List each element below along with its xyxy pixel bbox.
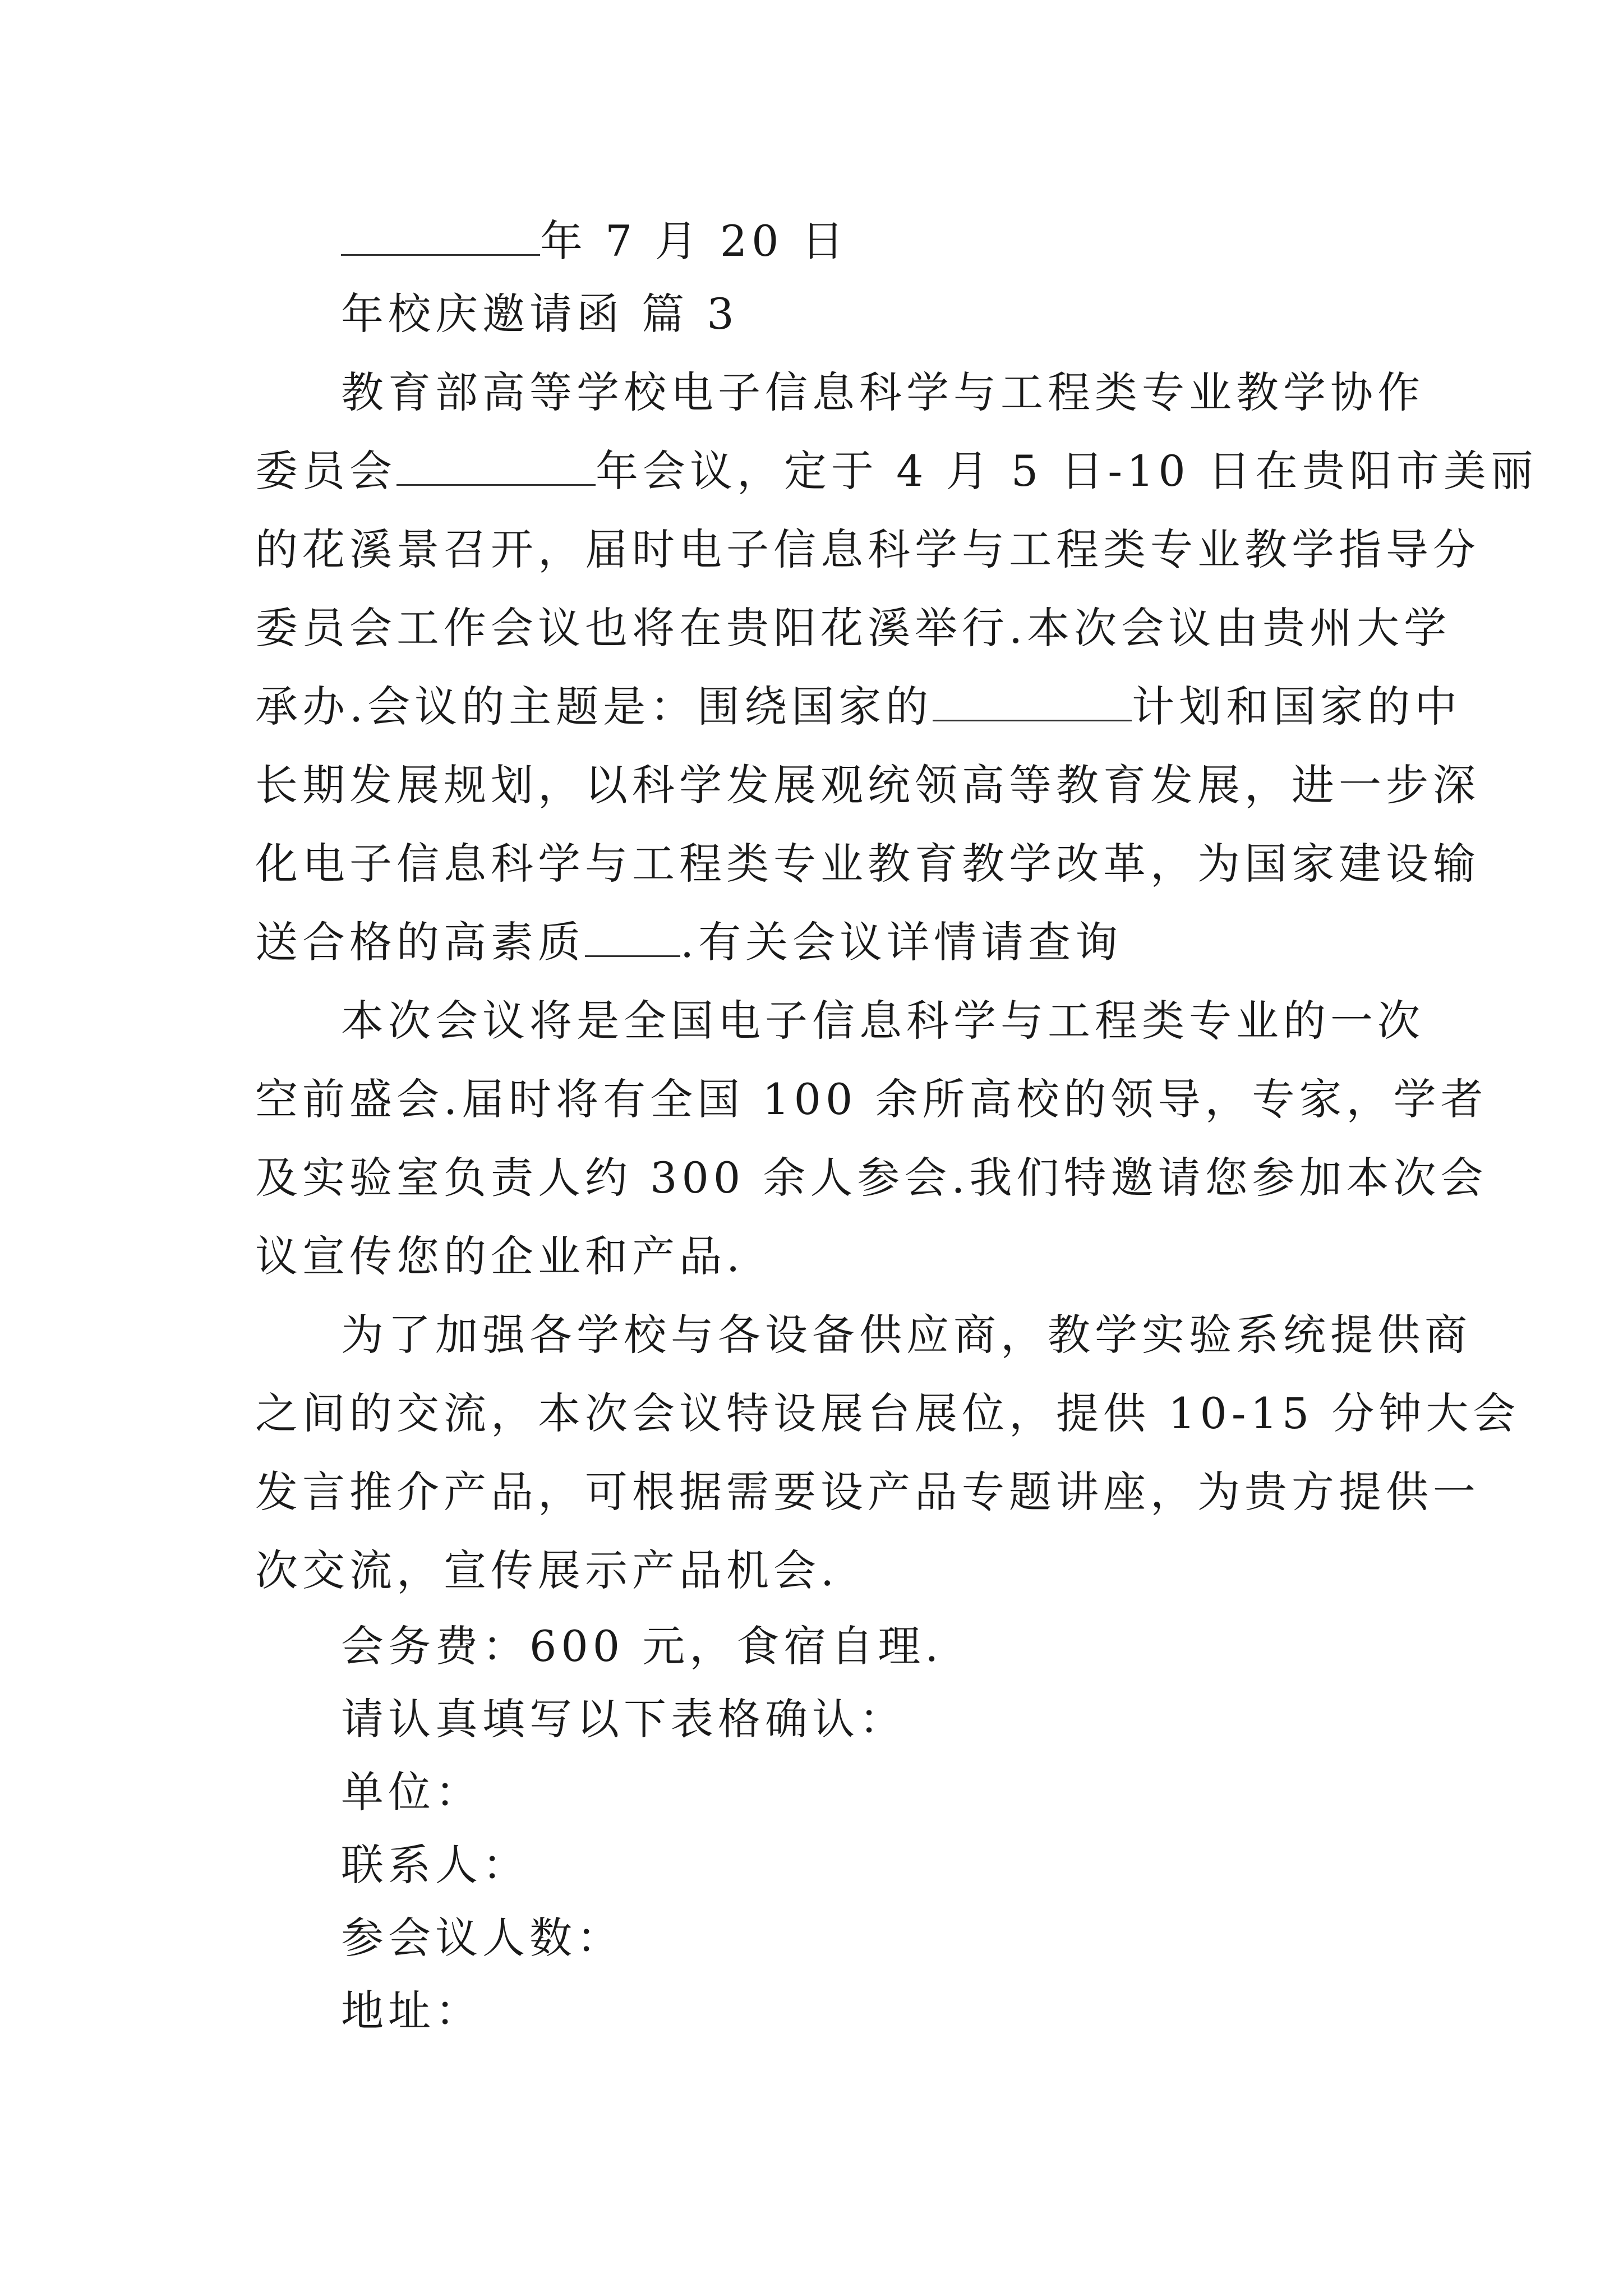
paragraph-3-line-2: 之间的交流，本次会议特设展台展位，提供 10-15 分钟大会 [255, 1388, 1520, 1438]
paragraph-3-line-1: 为了加强各学校与各设备供应商，教学实验系统提供商 [341, 1310, 1472, 1360]
paragraph-2-line-4: 议宣传您的企业和产品. [255, 1231, 745, 1281]
paragraph-1-line-7: 化电子信息科学与工程类专业教育教学改革，为国家建设输 [255, 839, 1480, 889]
paragraph-1-line-8 [255, 914, 1122, 970]
paragraph-3-line-4: 次交流，宣传展示产品机会. [255, 1545, 839, 1595]
form-field-unit-label: 单位： [341, 1767, 482, 1817]
text-span: 送合格的高素质 [255, 917, 585, 967]
date-line [341, 213, 849, 269]
paragraph-1-line-6: 长期发展规划，以科学发展观统领高等教育发展，进一步深 [255, 760, 1480, 810]
paragraph-1-line-2 [255, 443, 1538, 499]
text-span: 委员会 [255, 446, 396, 496]
paragraph-2-line-2: 空前盛会.届时将有全国 100 余所高校的领导，专家，学者 [255, 1074, 1488, 1124]
paragraph-2-line-1: 本次会议将是全国电子信息科学与工程类专业的一次 [341, 996, 1424, 1046]
text-span: .有关会议详情请查询 [680, 917, 1123, 967]
talent-blank [585, 916, 680, 957]
form-field-address-label: 地址： [341, 1986, 482, 2036]
fee-line: 会务费：600 元，食宿自理. [341, 1621, 943, 1671]
section-heading: 年校庆邀请函 篇 3 [341, 289, 739, 339]
meeting-year-blank [396, 445, 596, 486]
date-year-blank [341, 215, 540, 256]
paragraph-1-line-3: 的花溪景召开，届时电子信息科学与工程类专业教学指导分 [255, 524, 1480, 574]
text-span: 计划和国家的中 [1132, 682, 1462, 731]
paragraph-1-line-1: 教育部高等学校电子信息科学与工程类专业教学协作 [341, 367, 1424, 417]
form-field-contact-label: 联系人： [341, 1840, 529, 1890]
text-span: 年会议，定于 4 月 5 日-10 日在贵阳市美丽 [596, 446, 1538, 496]
paragraph-2-line-3: 及实验室负责人约 300 余人参会.我们特邀请您参加本次会 [255, 1153, 1488, 1203]
plan-name-blank [933, 680, 1132, 721]
paragraph-1-line-5 [255, 679, 1461, 735]
paragraph-3-line-3: 发言推介产品，可根据需要设产品专题讲座，为贵方提供一 [255, 1467, 1480, 1517]
text-span: 承办.会议的主题是：围绕国家的 [255, 682, 933, 731]
date-text: 年 7 月 20 日 [540, 216, 849, 266]
paragraph-1-line-4: 委员会工作会议也将在贵阳花溪举行.本次会议由贵州大学 [255, 603, 1451, 653]
form-field-attendees-label: 参会议人数： [341, 1913, 624, 1963]
form-instruction: 请认真填写以下表格确认： [341, 1694, 906, 1744]
